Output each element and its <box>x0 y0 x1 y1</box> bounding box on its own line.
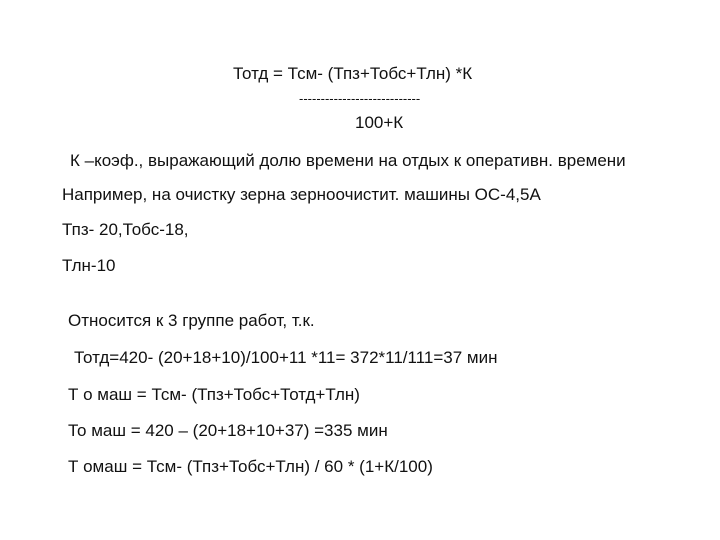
formula-denominator: 100+К <box>355 113 404 132</box>
formula-numerator: Тотд = Тсм- (Тпз+Тобс+Тлн) *К <box>233 64 473 83</box>
t-o-mash-formula: Т о маш = Тсм- (Тпз+Тобс+Тотд+Тлн) <box>68 385 360 404</box>
example-values-2: Тлн-10 <box>62 256 116 275</box>
example-intro: Например, на очистку зерна зерноочистит. машины ОС-4,5А <box>62 185 541 204</box>
t-omash-alt-formula: Т омаш = Тсм- (Тпз+Тобс+Тлн) / 60 * (1+К/100) <box>68 457 433 476</box>
formula-separator: ---------------------------- <box>299 91 421 106</box>
coefficient-definition: К –коэф., выражающий долю времени на отдых к оперативн. времени <box>70 151 626 170</box>
example-values-1: Тпз- 20,Тобс-18, <box>62 220 189 239</box>
work-group-statement: Относится к 3 группе работ, т.к. <box>68 311 315 330</box>
t-o-mash-value: То маш = 420 – (20+18+10+37) =335 мин <box>68 421 388 440</box>
t-otd-calculation: Тотд=420- (20+18+10)/100+11 *11= 372*11/111=37 мин <box>74 348 498 367</box>
